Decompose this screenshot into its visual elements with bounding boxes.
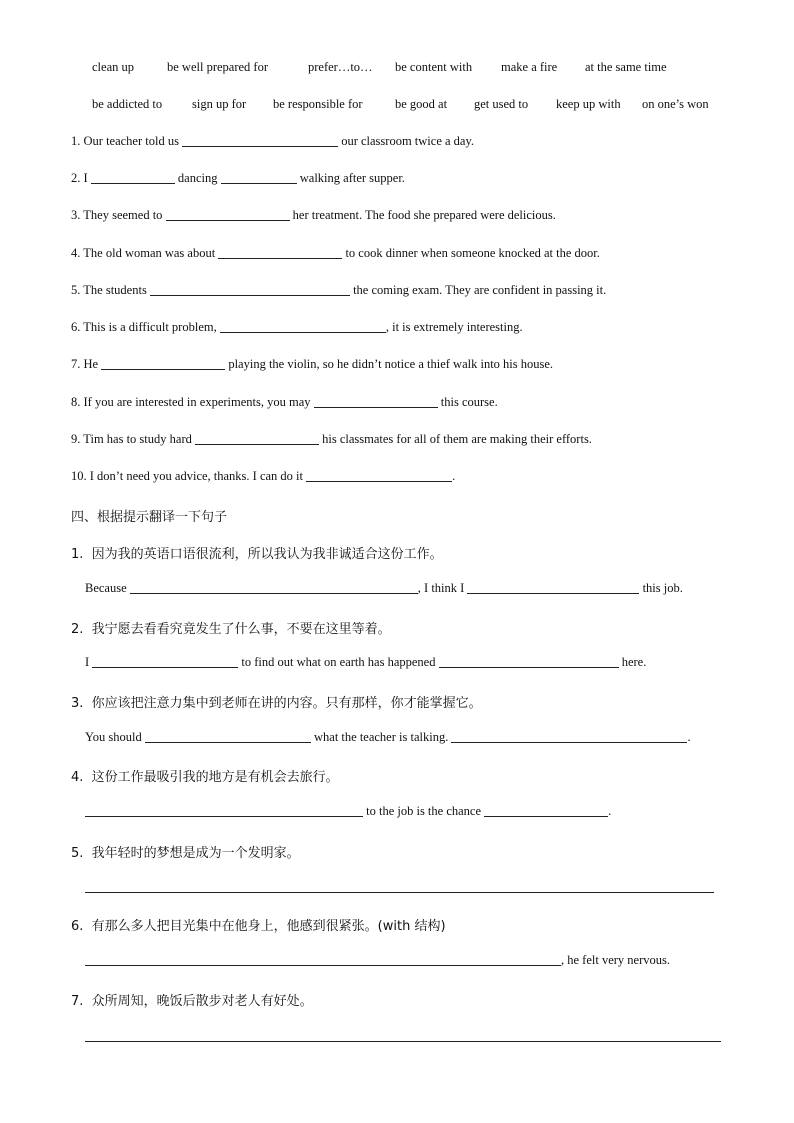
- sentence-text: , it is extremely interesting.: [385, 320, 523, 334]
- item-number: 1.: [71, 547, 84, 562]
- fill-in-item-6: [71, 320, 523, 335]
- sentence-text: Tim has to study hard: [83, 432, 192, 446]
- chinese-prompt: 我宁愿去看看究竟发生了什么事，不要在这里等着。: [91, 622, 391, 637]
- sentence-text: this job.: [642, 581, 683, 595]
- answer-blank[interactable]: [130, 581, 418, 594]
- answer-blank[interactable]: [150, 283, 350, 296]
- fill-in-item-2: [71, 171, 405, 186]
- sentence-text: The old woman was about: [83, 246, 216, 260]
- phrase-be-well-prepared-for: be well prepared for: [167, 60, 268, 74]
- translation-prompt-4: [71, 766, 339, 785]
- item-number: 4.: [71, 770, 84, 785]
- phrase-at-the-same-time: at the same time: [585, 60, 667, 74]
- fill-in-item-4: [71, 246, 600, 261]
- answer-blank[interactable]: [166, 208, 290, 221]
- translation-answer-2: [85, 655, 646, 670]
- fill-in-item-7: [71, 357, 553, 372]
- item-number: 3.: [71, 696, 84, 711]
- sentence-text: , he felt very nervous.: [561, 953, 670, 967]
- item-number: 9.: [71, 432, 81, 446]
- fill-in-item-10: [71, 469, 455, 484]
- chinese-prompt: 有那么多人把目光集中在他身上，他感到很紧张。(with 结构): [91, 919, 446, 934]
- answer-blank[interactable]: [182, 134, 338, 147]
- item-number: 7.: [71, 994, 84, 1009]
- sentence-text: to the job is the chance: [366, 804, 482, 818]
- sentence-text: I: [85, 655, 90, 669]
- answer-blank[interactable]: [145, 730, 311, 743]
- translation-answer-6: [85, 953, 670, 968]
- chinese-prompt: 这份工作最吸引我的地方是有机会去旅行。: [91, 770, 339, 785]
- item-number: 5.: [71, 283, 81, 297]
- answer-blank[interactable]: [92, 655, 238, 668]
- sentence-text: walking after supper.: [299, 171, 405, 185]
- answer-blank[interactable]: [467, 581, 639, 594]
- sentence-text: The students: [83, 283, 147, 297]
- item-number: 6.: [71, 919, 84, 934]
- fill-in-item-1: [71, 134, 474, 149]
- item-number: 6.: [71, 320, 81, 334]
- answer-blank[interactable]: [85, 953, 561, 966]
- fill-in-item-3: [71, 208, 556, 223]
- answer-blank[interactable]: [101, 357, 225, 370]
- sentence-text: .: [687, 730, 691, 744]
- item-number: 4.: [71, 246, 81, 260]
- sentence-text: playing the violin, so he didn’t notice a thief walk into his house.: [228, 357, 554, 371]
- section-heading: 四、根据提示翻译一下句子: [71, 510, 228, 525]
- chinese-prompt: 我年轻时的梦想是成为一个发明家。: [91, 846, 300, 861]
- answer-blank[interactable]: [306, 469, 452, 482]
- answer-blank[interactable]: [451, 730, 687, 743]
- item-number: 1.: [71, 134, 81, 148]
- item-number: 2.: [71, 622, 84, 637]
- answer-blank[interactable]: [484, 804, 608, 817]
- sentence-text: Our teacher told us: [83, 134, 179, 148]
- sentence-text: This is a difficult problem,: [83, 320, 217, 334]
- item-number: 2.: [71, 171, 81, 185]
- sentence-text: her treatment. The food she prepared were delicious.: [292, 208, 556, 222]
- translation-prompt-7: [71, 990, 313, 1009]
- sentence-text: I: [83, 171, 88, 185]
- translation-answer-4: [85, 804, 611, 819]
- sentence-text: the coming exam. They are confident in passing it.: [353, 283, 607, 297]
- chinese-prompt: 因为我的英语口语很流利，所以我认为我非诚适合这份工作。: [91, 547, 443, 562]
- phrase-be-content-with: be content with: [395, 60, 473, 74]
- sentence-text: If you are interested in experiments, you may: [83, 395, 311, 409]
- translation-prompt-3: [71, 692, 482, 711]
- fill-in-item-9: [71, 432, 592, 447]
- phrase-make-a-fire: make a fire: [501, 60, 558, 74]
- sentence-text: this course.: [440, 395, 498, 409]
- sentence-text: .: [452, 469, 456, 483]
- translation-prompt-5: [71, 842, 300, 861]
- sentence-text: what the teacher is talking.: [314, 730, 449, 744]
- translation-prompt-6: [71, 915, 446, 934]
- item-number: 5.: [71, 846, 84, 861]
- sentence-text: .: [608, 804, 612, 818]
- answer-blank[interactable]: [220, 320, 386, 333]
- sentence-text: , I think I: [417, 581, 465, 595]
- chinese-prompt: 你应该把注意力集中到老师在讲的内容。只有那样，你才能掌握它。: [91, 696, 482, 711]
- phrase-clean-up: clean up: [92, 60, 134, 74]
- phrase-on-ones-won: on one’s won: [642, 97, 709, 111]
- chinese-prompt: 众所周知，晚饭后散步对老人有好处。: [91, 994, 313, 1009]
- phrase-sign-up-for: sign up for: [192, 97, 247, 111]
- phrase-be-responsible-for: be responsible for: [273, 97, 363, 111]
- sentence-text: You should: [85, 730, 142, 744]
- sentence-text: our classroom twice a day.: [341, 134, 475, 148]
- phrase-keep-up-with: keep up with: [556, 97, 621, 111]
- item-number: 7.: [71, 357, 81, 371]
- sentence-text: Because: [85, 581, 127, 595]
- sentence-text: He: [83, 357, 99, 371]
- answer-line[interactable]: [85, 1041, 721, 1042]
- answer-line[interactable]: [85, 892, 714, 893]
- phrase-be-addicted-to: be addicted to: [92, 97, 163, 111]
- answer-blank[interactable]: [439, 655, 619, 668]
- sentence-text: his classmates for all of them are making their efforts.: [322, 432, 592, 446]
- answer-blank[interactable]: [91, 171, 175, 184]
- sentence-text: to find out what on earth has happened: [241, 655, 436, 669]
- answer-blank[interactable]: [314, 395, 438, 408]
- translation-prompt-1: [71, 543, 443, 562]
- sentence-text: here.: [621, 655, 647, 669]
- item-number: 10.: [71, 469, 87, 483]
- translation-answer-3: [85, 730, 691, 745]
- translation-prompt-2: [71, 618, 391, 637]
- phrase-get-used-to: get used to: [474, 97, 529, 111]
- answer-blank[interactable]: [195, 432, 319, 445]
- sentence-text: dancing: [177, 171, 218, 185]
- answer-blank[interactable]: [221, 171, 297, 184]
- sentence-text: They seemed to: [83, 208, 163, 222]
- answer-blank[interactable]: [85, 804, 363, 817]
- item-number: 3.: [71, 208, 81, 222]
- phrase-be-good-at: be good at: [395, 97, 448, 111]
- sentence-text: to cook dinner when someone knocked at the door.: [345, 246, 600, 260]
- item-number: 8.: [71, 395, 81, 409]
- answer-blank[interactable]: [218, 246, 342, 259]
- fill-in-item-5: [71, 283, 606, 298]
- sentence-text: I don’t need you advice, thanks. I can do it: [89, 469, 304, 483]
- translation-answer-1: [85, 581, 683, 596]
- phrase-prefer-to: prefer…to…: [308, 60, 373, 74]
- fill-in-item-8: [71, 395, 498, 410]
